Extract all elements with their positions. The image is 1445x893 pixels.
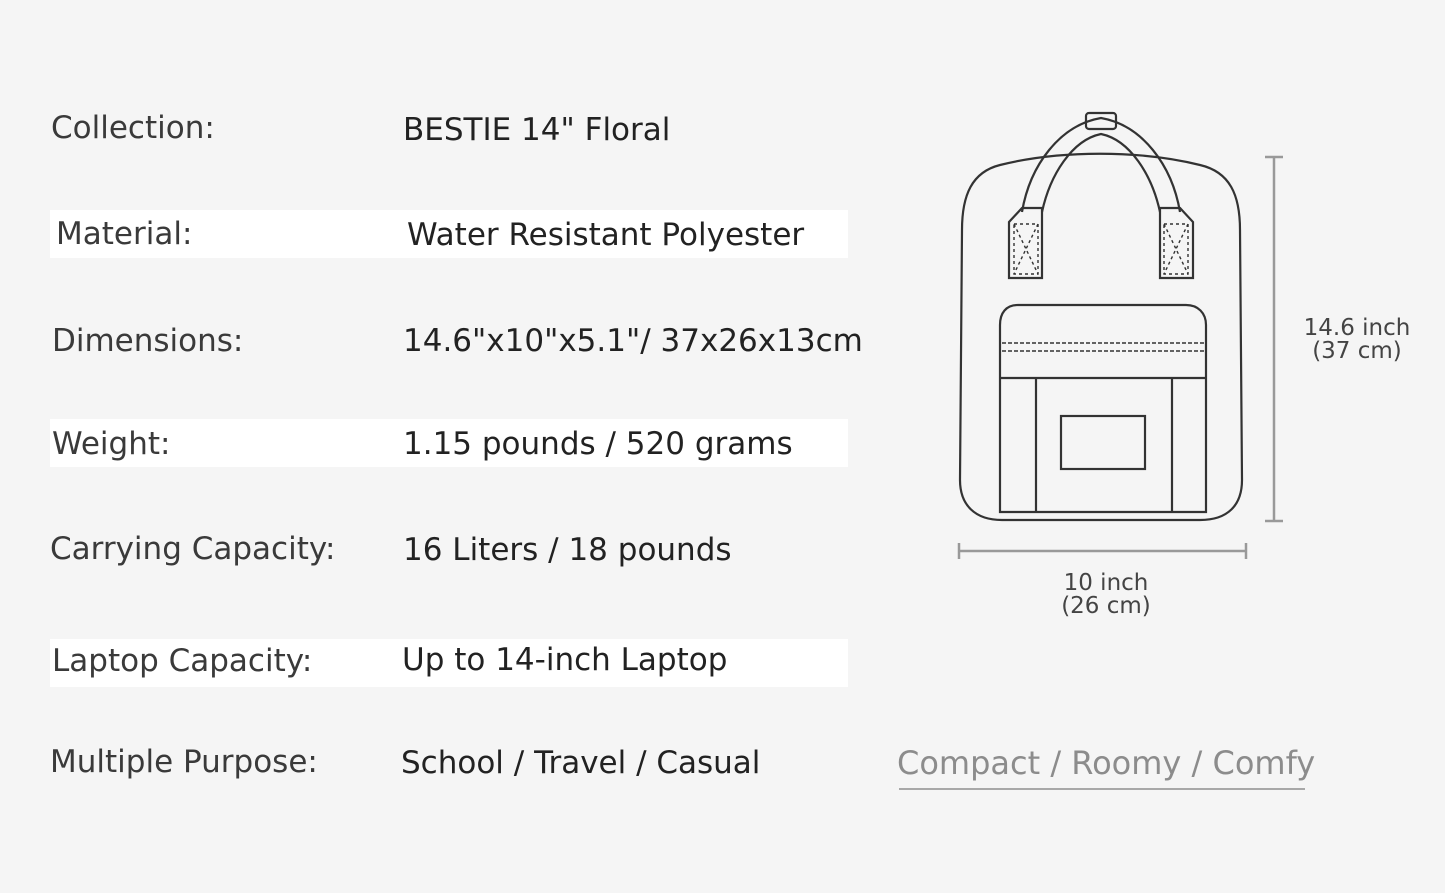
spec-label-dimensions: Dimensions: <box>52 323 244 359</box>
spec-label-material: Material: <box>56 216 193 252</box>
height-dimension-label <box>1297 317 1417 363</box>
spec-value-carrying-capacity: 16 Liters / 18 pounds <box>403 532 732 568</box>
width-dimension-label <box>1046 572 1166 618</box>
height-inch: 14.6 inch <box>1303 315 1411 341</box>
spec-value-weight: 1.15 pounds / 520 grams <box>403 426 793 462</box>
spec-label-weight: Weight: <box>52 426 171 462</box>
spec-label-collection: Collection: <box>51 110 215 146</box>
spec-label-multiple-purpose: Multiple Purpose: <box>50 744 318 780</box>
spec-value-multiple-purpose: School / Travel / Casual <box>401 745 761 781</box>
backpack-handle-inner <box>1042 134 1160 212</box>
width-cm: (26 cm) <box>1061 593 1151 619</box>
height-dimension-line <box>1265 157 1283 521</box>
spec-value-dimensions: 14.6"x10"x5.1"/ 37x26x13cm <box>403 323 863 359</box>
height-cm: (37 cm) <box>1312 338 1402 364</box>
tagline: Compact / Roomy / Comfy <box>897 744 1316 782</box>
spec-value-laptop-capacity: Up to 14-inch Laptop <box>402 642 728 678</box>
spec-label-carrying-capacity: Carrying Capacity: <box>50 531 336 567</box>
spec-label-laptop-capacity: Laptop Capacity: <box>52 643 313 679</box>
spec-value-material: Water Resistant Polyester <box>407 217 805 253</box>
spec-value-collection: BESTIE 14" Floral <box>403 112 671 148</box>
backpack-body <box>960 154 1242 520</box>
width-inch: 10 inch <box>1063 570 1149 596</box>
tagline-underline <box>899 788 1305 790</box>
backpack-front-pocket <box>1000 305 1206 512</box>
width-dimension-line <box>959 543 1246 559</box>
backpack-name-tag <box>1061 416 1145 469</box>
